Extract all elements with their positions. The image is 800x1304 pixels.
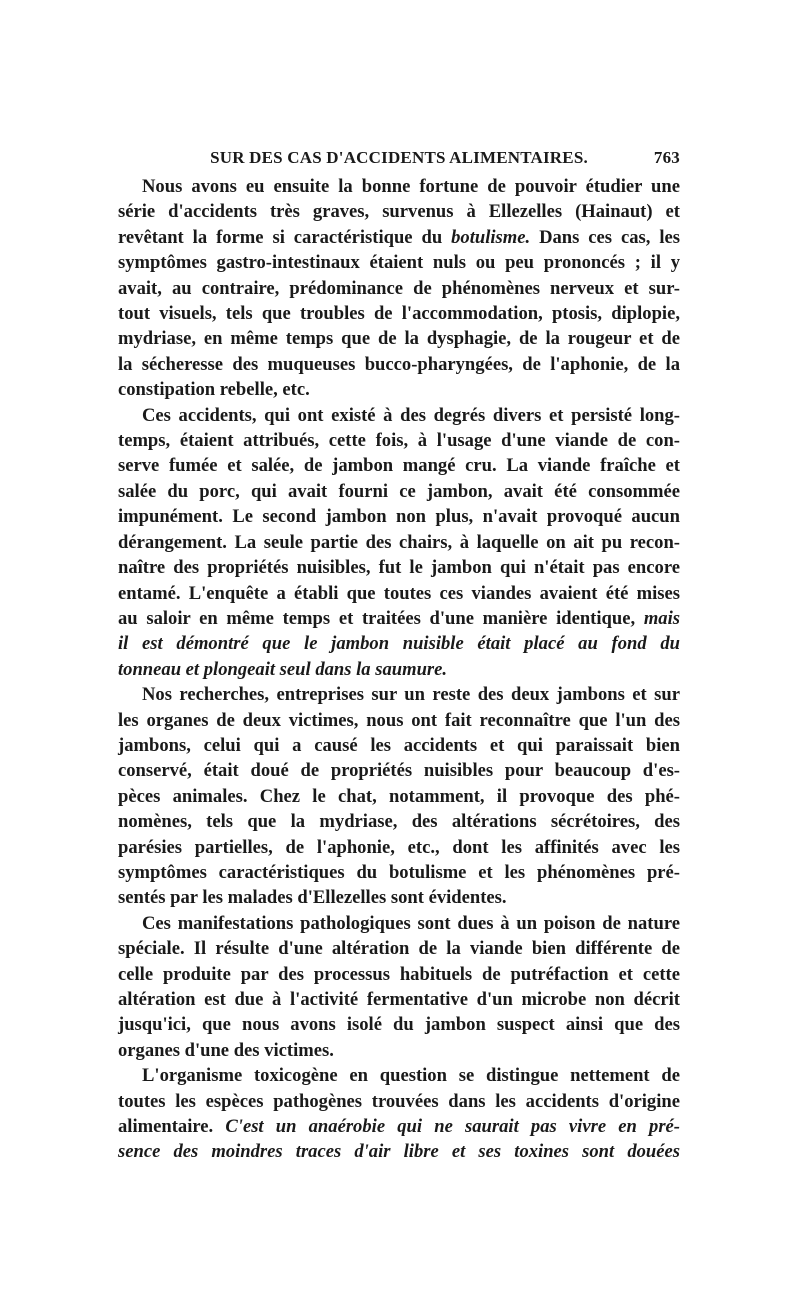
text-line: parésies partielles, de l'aphonie, etc., dont les affinités avec les [118,836,680,858]
italic-text: il est démontré que le jambon nuisible était placé au fond du [118,633,680,655]
text-line: constipation rebelle, etc. [118,379,310,401]
text-line [118,1139,680,1164]
paragraph [118,911,680,1063]
text-line: série d'accidents très graves, survenus à Ellezelles (Hainaut) et [118,201,680,223]
text-line: Nos recherches, entreprises sur un reste des deux jambons et sur [142,684,680,706]
text-line: conservé, était doué de propriétés nuisibles pour beaucoup d'es- [118,760,680,782]
text-line: la sécheresse des muqueuses bucco-pharyngées, de l'aphonie, de la [118,353,680,375]
text-line: dérangement. La seule partie des chairs, à laquelle on ait pu recon- [118,531,680,553]
text-line: symptômes caractéristiques du botulisme et les phénomènes pré- [118,861,680,883]
text-line: serve fumée et salée, de jambon mangé cru. La viande fraîche et [118,455,680,477]
text-line: organes d'une des victimes. [118,1039,334,1061]
text-line: avait, au contraire, prédominance de phénomènes nerveux et sur- [118,277,680,299]
text-line: Ces accidents, qui ont existé à des degrés divers et persisté long- [142,404,680,426]
paragraph [118,682,680,911]
paragraph [118,403,680,682]
text-line: Ces manifestations pathologiques sont dues à un poison de nature [142,912,680,934]
text-line: jusqu'ici, que nous avons isolé du jambon suspect ainsi que des [118,1014,680,1036]
text-line: entamé. L'enquête a établi que toutes ces viandes avaient été mises [118,582,680,604]
text-line: sentés par les malades d'Ellezelles sont évidentes. [118,887,507,909]
paragraph [118,1063,680,1165]
text-line: au saloir en même temps et traitées d'une manière identique, mais [118,607,680,629]
italic-text: mais [643,607,680,629]
text-line: nomènes, tels que la mydriase, des altérations sécrétoires, des [118,811,680,833]
text-line [118,631,680,656]
page-number: 763 [653,148,680,167]
text-line: L'organisme toxicogène en question se distingue nettement de [142,1065,680,1087]
text-line: celle produite par des processus habituels de putréfaction et cette [118,963,680,985]
body-text [118,174,680,1165]
text-line: mydriase, en même temps que de la dysphagie, de la rougeur et de [118,328,680,350]
text-line [118,657,680,682]
text-line: Nous avons eu ensuite la bonne fortune de pouvoir étudier une [142,176,680,197]
text-line: toutes les espèces pathogènes trouvées dans les accidents d'origine [118,1090,680,1112]
book-page [118,148,680,1165]
italic-text: botulisme. [451,226,531,248]
running-title: SUR DES CAS D'ACCIDENTS ALIMENTAIRES. [210,148,588,167]
italic-text: sence des moindres traces d'air libre et ses toxines sont douées [118,1141,680,1163]
text-line: naître des propriétés nuisibles, fut le jambon qui n'était pas encore [118,557,680,579]
text-line: revêtant la forme si caractéristique du botulisme. Dans ces cas, les [118,226,680,248]
text-line: jambons, celui qui a causé les accidents et qui paraissait bien [118,734,680,756]
italic-text: C'est un anaérobie qui ne saurait pas vivre en pré- [225,1116,681,1138]
running-head [118,148,680,168]
text-line: impunément. Le second jambon non plus, n'avait provoqué aucun [118,506,680,528]
text-line: symptômes gastro-intestinaux étaient nuls ou peu prononcés ; il y [118,252,680,274]
text-line: altération est due à l'activité fermentative d'un microbe non décrit [118,989,680,1010]
text-line: salée du porc, qui avait fourni ce jambon, avait été consommée [118,480,680,502]
italic-text: tonneau et plongeait seul dans la saumure. [118,658,448,680]
text-line: les organes de deux victimes, nous ont fait reconnaître que l'un des [118,709,680,731]
text-line: pèces animales. Chez le chat, notamment, il provoque des phé- [118,785,680,807]
text-line: spéciale. Il résulte d'une altération de la viande bien différente de [118,938,680,960]
text-line: tout visuels, tels que troubles de l'accommodation, ptosis, diplopie, [118,303,680,325]
paragraph [118,174,680,403]
text-line: temps, étaient attribués, cette fois, à l'usage d'une viande de con- [118,430,680,452]
text-line: alimentaire. C'est un anaérobie qui ne saurait pas vivre en pré- [118,1116,681,1138]
